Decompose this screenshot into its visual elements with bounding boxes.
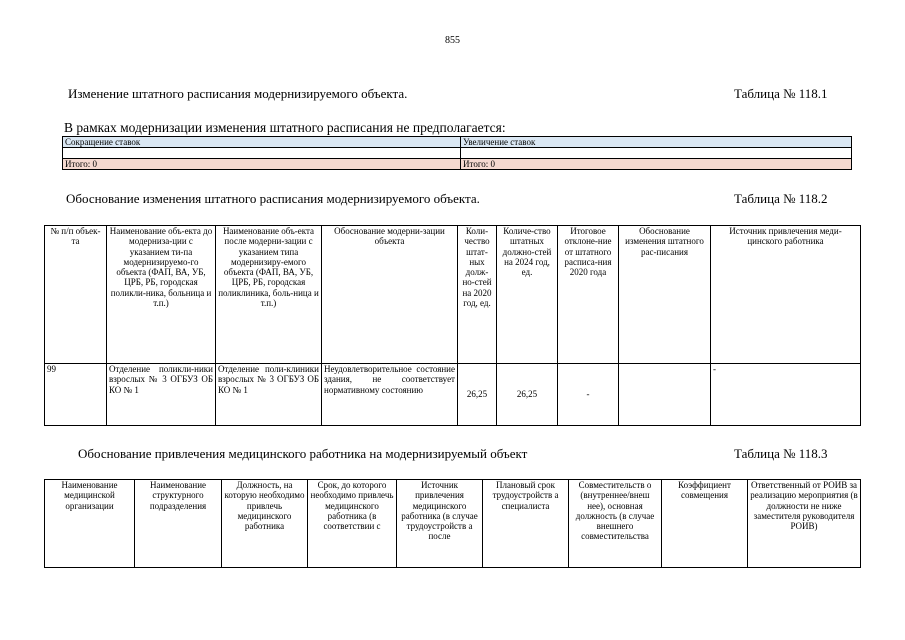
table-header-row [45, 226, 861, 364]
column-header-name-after: Наименование объ-екта после модерни-зации с указанием типа модернизиру-емого объекта (ФАП, ВА, УБ, ЦРБ, РБ, городская поликлиника, боль-ница и т.п.) [216, 226, 322, 364]
table-cell [461, 148, 852, 159]
total-increase: Итого: 0 [461, 159, 852, 170]
column-header-staff-2020: Коли-чество штат-ных долж-но-стей на 2020 год, ед. [458, 226, 497, 364]
column-header-responsible: Ответственный от РОИВ за реализацию мероприятия (в должности не ниже заместителя руководителя РОИВ) [748, 480, 861, 568]
staff-2024-value: 26,25 [497, 364, 558, 426]
modernization-reason: Неудовлетворительное состояние здания, не соответствует нормативному состоянию [322, 364, 458, 426]
worker-recruitment-table [44, 479, 861, 568]
table-row [63, 148, 852, 159]
column-header-reason: Обоснование модерни-зации объекта [322, 226, 458, 364]
table-number-118-1: Таблица № 118.1 [734, 86, 828, 101]
column-header-number: № п/п объек-та [45, 226, 107, 364]
table-number-118-2: Таблица № 118.2 [734, 191, 828, 206]
column-header-reduction: Сокращение ставок [63, 137, 461, 148]
column-header-source: Источник привлечения медицинского работника (в случае трудоустройств а после [397, 480, 483, 568]
table-row [45, 364, 861, 426]
section-title-118-1: Изменение штатного расписания модернизируемого объекта. [68, 86, 408, 101]
table-header-row [45, 480, 861, 568]
staffing-change-table [62, 136, 852, 170]
section-title-118-3: Обоснование привлечения медицинского работника на модернизируемый объект [78, 446, 528, 461]
column-header-part-time: Совместительств о (внутреннее/внеш нее), основная должность (в случае внешнего совместительства [569, 480, 662, 568]
deviation-value: - [558, 364, 619, 426]
object-name-after: Отделение поли-клиники взрослых № 3 ОГБУЗ ОБ КО № 1 [216, 364, 322, 426]
total-reduction: Итого: 0 [63, 159, 461, 170]
source-value: - [711, 364, 861, 426]
column-header-staff-2024: Количе-ство штатных должно-стей на 2024 год, ед. [497, 226, 558, 364]
column-header-position: Должность, на которую необходимо привлечь медицинского работника [222, 480, 308, 568]
staffing-justification-table [44, 225, 861, 426]
staff-2020-value: 26,25 [458, 364, 497, 426]
object-name-before: Отделение поликли-ники взрослых № 3 ОГБУЗ ОБ КО № 1 [107, 364, 216, 426]
total-row [63, 159, 852, 170]
column-header-change-reason: Обоснование изменения штатного рас-писания [619, 226, 711, 364]
column-header-organization: Наименование медицинской организации [45, 480, 135, 568]
table-number-118-3: Таблица № 118.3 [734, 446, 828, 461]
change-reason-value [619, 364, 711, 426]
page-number: 855 [445, 35, 460, 46]
column-header-deviation: Итоговое отклоне-ние от штатного расписа-ния 2020 года [558, 226, 619, 364]
column-header-coefficient: Коэффициент совмещения [662, 480, 748, 568]
section-title-118-2: Обоснование изменения штатного расписания модернизируемого объекта. [66, 191, 480, 206]
column-header-name-before: Наименование объ-екта до модерниза-ции с указанием ти-па модернизируемо-го объекта (ФАП, ВА, УБ, ЦРБ, РБ, городская поликли-ника, больница и т.п.) [107, 226, 216, 364]
column-header-source: Источник привлечения меди-цинского работника [711, 226, 861, 364]
column-header-department: Наименование структурного подразделения [135, 480, 222, 568]
table-cell [63, 148, 461, 159]
column-header-deadline: Срок, до которого необходимо привлечь медицинского работника (в соответствии с [308, 480, 397, 568]
table-header-row [63, 137, 852, 148]
no-change-note: В рамках модернизации изменения штатного расписания не предполагается: [64, 120, 506, 135]
column-header-planned-date: Плановый срок трудоустройств а специалиста [483, 480, 569, 568]
row-number: 99 [45, 364, 107, 426]
column-header-increase: Увеличение ставок [461, 137, 852, 148]
